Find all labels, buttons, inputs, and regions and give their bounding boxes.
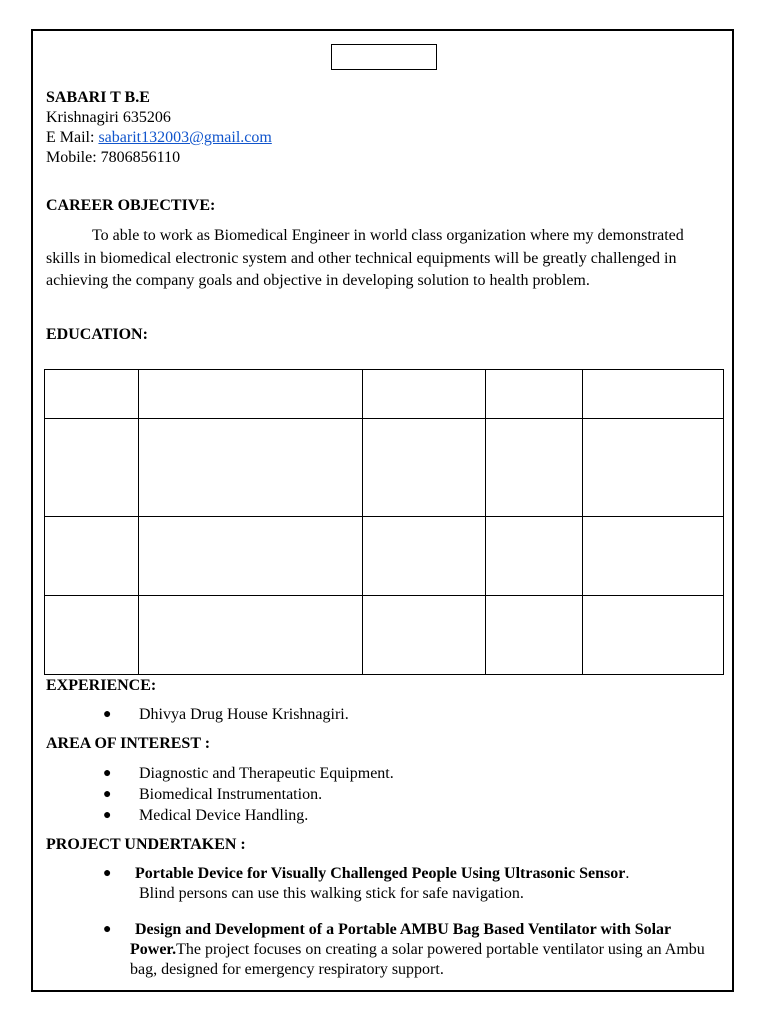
project-title-suffix: . <box>625 865 630 882</box>
bullet-icon: ● <box>103 922 112 937</box>
table-row <box>45 419 724 517</box>
project-description: The project focuses on creating a solar powered portable ventilator using an Ambu bag, designed for emergency respiratory support. <box>130 941 705 978</box>
table-cell <box>139 596 363 675</box>
mobile-line: Mobile: 7806856110 <box>46 149 181 166</box>
table-cell <box>486 419 583 517</box>
table-cell <box>45 419 139 517</box>
candidate-name: SABARI T B.E <box>46 89 150 106</box>
interest-item: Medical Device Handling. <box>139 807 309 824</box>
table-cell <box>583 517 724 596</box>
table-cell <box>363 419 486 517</box>
table-cell <box>583 370 724 419</box>
email-link[interactable]: sabarit132003@gmail.com <box>98 129 272 146</box>
project-title: Design and Development of a Portable AMBU Bag Based Ventilator with Solar Power. <box>130 921 671 958</box>
table-cell <box>486 517 583 596</box>
table-cell <box>486 596 583 675</box>
experience-item: Dhivya Drug House Krishnagiri. <box>139 706 349 723</box>
bullet-icon: ● <box>103 808 112 823</box>
project-title: Portable Device for Visually Challenged People Using Ultrasonic Sensor <box>135 865 626 882</box>
email-label: E Mail: <box>46 129 99 146</box>
table-row <box>45 370 724 419</box>
email-line <box>46 128 272 148</box>
table-cell <box>45 517 139 596</box>
table-cell <box>583 596 724 675</box>
experience-heading: EXPERIENCE: <box>46 677 157 694</box>
project-item <box>135 864 722 884</box>
project-item <box>130 920 722 980</box>
bullet-icon: ● <box>103 787 112 802</box>
table-cell <box>583 419 724 517</box>
address-line: Krishnagiri 635206 <box>46 109 171 126</box>
interest-item: Diagnostic and Therapeutic Equipment. <box>139 765 394 782</box>
bullet-icon: ● <box>103 866 112 881</box>
bullet-icon: ● <box>103 707 112 722</box>
table-cell <box>139 419 363 517</box>
career-objective-text: To able to work as Biomedical Engineer in world class organization where my demonstrated skills in biomedical electronic system and other technical equipments will be greatly challenged in achieving the company goals and objective in developing solution to health problem. <box>46 227 684 289</box>
table-cell <box>45 596 139 675</box>
bullet-icon: ● <box>103 766 112 781</box>
career-objective-heading: CAREER OBJECTIVE: <box>46 197 216 214</box>
table-cell <box>139 517 363 596</box>
table-cell <box>139 370 363 419</box>
table-cell <box>45 370 139 419</box>
area-of-interest-heading: AREA OF INTEREST : <box>46 735 211 752</box>
project-description: Blind persons can use this walking stick for safe navigation. <box>139 885 524 902</box>
education-heading: EDUCATION: <box>46 326 148 343</box>
table-cell <box>363 596 486 675</box>
projects-heading: PROJECT UNDERTAKEN : <box>46 836 246 853</box>
table-cell <box>363 370 486 419</box>
table-row <box>45 517 724 596</box>
education-table <box>44 369 724 675</box>
table-cell <box>486 370 583 419</box>
table-row <box>45 596 724 675</box>
table-cell <box>363 517 486 596</box>
photo-placeholder-box <box>331 44 437 70</box>
interest-item: Biomedical Instrumentation. <box>139 786 323 803</box>
